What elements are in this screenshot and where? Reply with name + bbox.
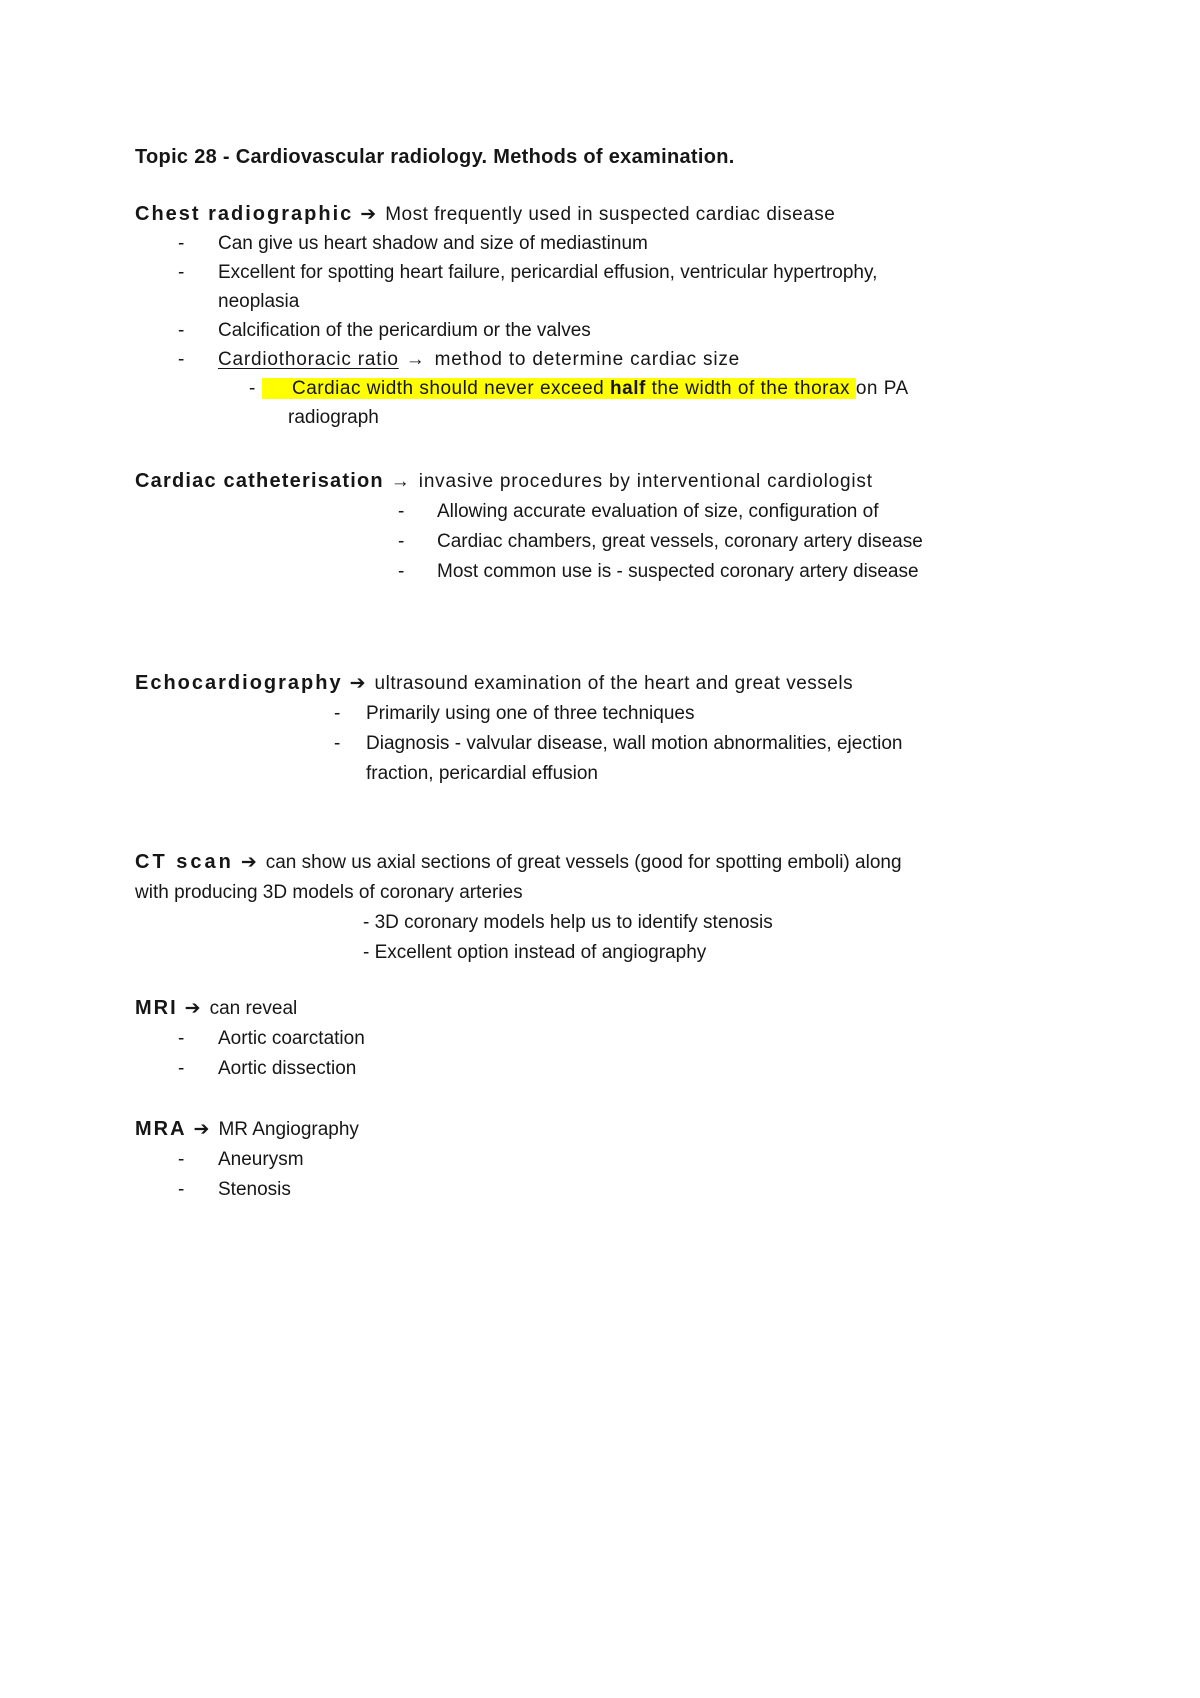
echo-heading-line [135,668,902,699]
bullet-dash: - [178,1028,185,1049]
cath-lead: invasive procedures by interventional cardiologist [418,471,873,492]
ct-bullet-1: - 3D coronary models help us to identify stenosis [363,912,773,933]
document-title: Topic 28 - Cardiovascular radiology. Methods of examination. [135,146,735,168]
chest-bullet-2-line1: Excellent for spotting heart failure, pericardial effusion, ventricular hypertrophy, [218,262,878,283]
after-highlight-text: on PA [855,378,909,399]
chest-bullet-3-text: Calcification of the pericardium or the valves [218,320,591,341]
bullet-dash: - [178,320,185,341]
arrow-icon: → [405,349,426,370]
bullet-dash: - [398,501,405,522]
echo-lead: ultrasound examination of the heart and great vessels [374,673,854,694]
chest-bullet-1-text: Can give us heart shadow and size of mediastinum [218,233,648,254]
cath-bullet-1-text: Allowing accurate evaluation of size, configuration of [437,501,879,522]
ct-bullet-2: - Excellent option instead of angiography [363,942,707,963]
mra-lead: MR Angiography [218,1119,359,1140]
mra-bullet-1-text: Aneurysm [218,1149,304,1170]
bullet-dash: - [398,561,405,582]
chest-bullet-2 [135,258,909,316]
highlight-text-1: Cardiac width should never exceed [292,378,611,399]
mri-heading: MRI [135,997,178,1019]
bullet-dash: - [178,349,185,370]
cardiothoracic-ratio-rest: method to determine cardiac size [434,349,741,370]
ct-lead-line1: can show us axial sections of great vessels (good for spotting emboli) along [265,852,902,873]
section-mra [135,1114,359,1205]
arrow-icon: ➔ [240,852,257,873]
ct-heading: CT scan [135,851,234,873]
chest-bullet-4 [135,345,909,374]
echo-bullet-1-text: Primarily using one of three techniques [366,703,695,724]
ct-heading-line [135,847,902,878]
cath-bullet-2-text: Cardiac chambers, great vessels, coronary artery disease [437,531,923,552]
echo-bullet-2-line1: Diagnosis - valvular disease, wall motion abnormalities, ejection [366,733,903,754]
chest-heading: Chest radiographic [135,203,354,225]
bullet-dash: - [178,233,185,254]
arrow-icon: → [390,471,410,492]
arrow-icon: ➔ [193,1119,210,1140]
highlight-text-2: the width of the thorax [645,378,856,399]
mra-heading: MRA [135,1118,187,1140]
chest-heading-line [135,200,909,229]
chest-sub-bullet-line2: radiograph [288,407,379,428]
chest-sub-bullet-line1 [262,374,909,403]
arrow-icon: ➔ [184,998,201,1019]
bullet-dash: - [249,378,256,399]
mri-bullet-2-text: Aortic dissection [218,1058,357,1079]
bullet-dash: - [398,531,405,552]
chest-lead: Most frequently used in suspected cardiac disease [385,204,836,225]
mri-lead: can reveal [209,998,298,1019]
echo-bullet-2-line2: fraction, pericardial effusion [366,763,598,784]
section-mri [135,993,365,1084]
section-cardiac-catheterisation [135,466,923,587]
section-chest-radiographic [135,200,909,432]
section-ct-scan [135,847,902,968]
chest-bullet-1 [135,229,909,258]
bullet-dash: - [178,1149,185,1170]
bullet-dash: - [178,1179,185,1200]
chest-bullet-4-text [218,345,909,374]
echo-bullet-2 [135,729,902,789]
cath-bullet-1 [135,497,923,527]
cath-bullet-3 [135,557,923,587]
cath-bullet-2 [135,527,923,557]
arrow-icon: ➔ [360,204,377,225]
highlight-text-bold: half [610,378,646,399]
mra-bullet-2 [135,1175,359,1205]
mra-bullet-2-text: Stenosis [218,1179,291,1200]
echo-bullet-1 [135,699,902,729]
bullet-dash: - [178,1058,185,1079]
arrow-icon: ➔ [349,673,366,694]
mra-heading-line [135,1114,359,1145]
mri-heading-line [135,993,365,1024]
mri-bullet-2 [135,1054,365,1084]
cath-bullet-3-text: Most common use is - suspected coronary artery disease [437,561,919,582]
mri-bullet-1-text: Aortic coarctation [218,1028,365,1049]
chest-sub-bullet [135,374,909,432]
cath-heading-line [135,466,923,497]
chest-bullet-3 [135,316,909,345]
cardiothoracic-ratio-term: Cardiothoracic ratio [218,349,399,370]
chest-bullet-2-line2: neoplasia [218,291,300,312]
highlight-mark [262,378,856,399]
mri-bullet-1 [135,1024,365,1054]
ct-lead-line2: with producing 3D models of coronary arteries [135,882,523,903]
bullet-dash: - [334,703,341,724]
section-echocardiography [135,668,902,789]
mra-bullet-1 [135,1145,359,1175]
echo-heading: Echocardiography [135,672,343,694]
cath-heading: Cardiac catheterisation [135,470,384,492]
bullet-dash: - [178,262,185,283]
bullet-dash: - [334,733,341,754]
